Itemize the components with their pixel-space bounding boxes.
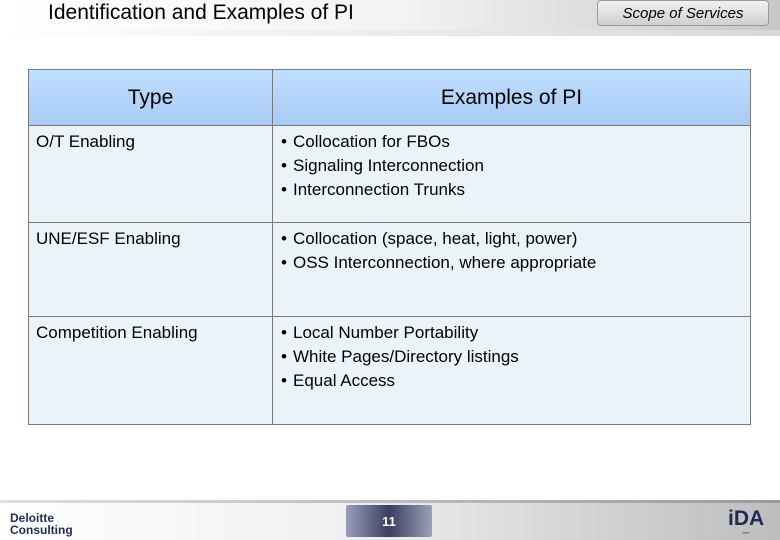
bullet-icon: • [281,132,287,151]
type-cell [29,316,273,424]
table-header-row [29,70,750,126]
table-row [29,316,750,424]
pi-examples-table [28,69,751,425]
list-item: • Signaling Interconnection [281,154,484,178]
type-label: O/T Enabling [36,132,135,151]
footer-rule [0,500,780,503]
page-number: 11 [382,513,396,529]
examples-cell [273,125,750,222]
list-item: • Collocation (space, heat, light, power) [281,227,596,251]
header-examples-label: Examples of PI [440,86,583,109]
list-item: • OSS Interconnection, where appropriate [281,251,596,275]
bullet-icon: • [281,180,287,199]
page-number-badge [346,505,432,537]
examples-list [281,130,484,202]
table-row [29,125,750,223]
examples-list [281,227,596,275]
bullet-icon: • [281,253,287,272]
bullet-icon: • [281,156,287,175]
examples-list [281,321,519,393]
bullet-icon: • [281,347,287,366]
list-item: • Local Number Portability [281,321,519,345]
header-type-label: Type [127,86,174,109]
list-item: • Equal Access [281,369,519,393]
bullet-icon: • [281,371,287,390]
examples-cell [273,316,750,424]
list-item: • Collocation for FBOs [281,130,484,154]
list-item: • White Pages/Directory listings [281,345,519,369]
header-rule [0,30,780,36]
type-cell [29,222,273,316]
examples-cell [273,222,750,316]
deloitte-consulting-logo: Deloitte Consulting [10,511,73,537]
section-tab[interactable]: Scope of Services [597,0,769,26]
type-cell [29,125,273,222]
table-row [29,222,750,317]
page-title: Identification and Examples of PI [48,1,354,24]
list-item: • Interconnection Trunks [281,178,484,202]
header-cell-type [29,70,273,125]
ida-logo: iDA ▪▪▪▪▪ [728,507,765,535]
bullet-icon: • [281,323,287,342]
type-label: Competition Enabling [36,323,198,342]
bullet-icon: • [281,229,287,248]
header-cell-examples [273,70,750,125]
type-label: UNE/ESF Enabling [36,229,181,248]
